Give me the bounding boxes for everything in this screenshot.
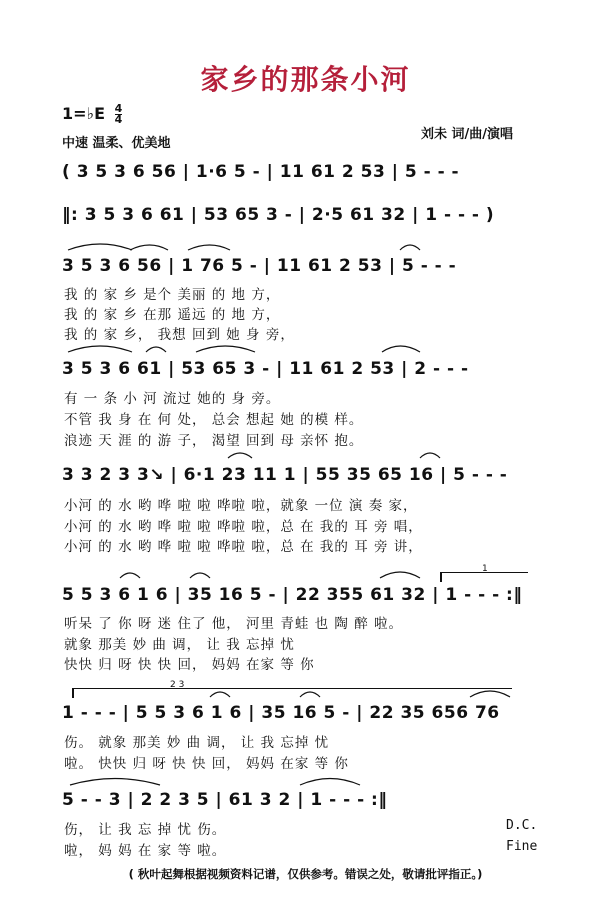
notation-row-5: 3 3 2 3 3↘ | 6·1 23 11 1 | 55 35 65 16 | 5 - - - <box>62 465 508 485</box>
notation-row-2: ‖: 3 5 3 6 61 | 53 65 3 - | 2·5 61 32 | 1 - - - ) <box>62 205 495 225</box>
notation-row-4: 3 5 3 6 61 | 53 65 3 - | 11 61 2 53 | 2 - - - <box>62 359 469 379</box>
lyric-row-4-verse-3: 浪迹 天 涯 的 游 子， 渴望 回到 母 亲怀 抱。 <box>64 433 364 449</box>
slur-arc <box>196 346 255 352</box>
dc-mark: D.C. <box>506 818 538 833</box>
slur-arc <box>382 346 420 352</box>
lyric-row-5-verse-2: 小河 的 水 哟 哗 啦 啦 哗啦 啦，总 在 我的 耳 旁 唱， <box>64 519 423 535</box>
notation-row-7: 1 - - - | 5 5 3 6 1 6 | 35 16 5 - | 22 35 656 76 <box>62 703 500 723</box>
lyric-row-4-verse-2: 不管 我 身 在 何 处， 总会 想起 她 的模 样。 <box>64 412 364 428</box>
lyric-row-6-verse-3: 快快 归 呀 快 快 回， 妈妈 在家 等 你 <box>64 657 315 673</box>
notation-row-6: 5 5 3 6 1 6 | 35 16 5 - | 22 355 61 32 | 1 - - - :‖ <box>62 585 523 605</box>
notation-row-1: ( 3 5 3 6 56 | 1·6 5 - | 11 61 2 53 | 5 - - - <box>62 162 460 182</box>
footer-note: ( 秋叶起舞根据视频资料记谱，仅供参考。错误之处，敬请批评指正。) <box>128 867 483 881</box>
lyric-row-7-verse-1: 伤。 就象 那美 妙 曲 调， 让 我 忘掉 忧 <box>64 735 330 751</box>
slur-arc <box>120 573 140 578</box>
lyric-row-5-verse-3: 小河 的 水 哟 哗 啦 啦 哗啦 啦，总 在 我的 耳 旁 讲， <box>64 539 423 555</box>
key-text: 1=♭E <box>62 104 106 123</box>
slur-arc <box>380 572 420 578</box>
slur-arc <box>300 779 360 786</box>
volta-label-2: 2 3 <box>170 680 185 690</box>
lyric-row-8-verse-2: 啦， 妈 妈 在 家 等 啦。 <box>64 843 227 859</box>
slur-arc <box>70 779 160 786</box>
author-credit: 刘未 词/曲/演唱 <box>421 127 514 142</box>
slur-arc <box>210 692 230 697</box>
lyric-row-3-verse-1: 我 的 家 乡 是个 美丽 的 地 方， <box>64 287 281 303</box>
lyric-row-7-verse-2: 啦。 快快 归 呀 快 快 回， 妈妈 在家 等 你 <box>64 756 349 772</box>
slur-arc <box>400 245 420 250</box>
lyric-row-4-verse-1: 有 一 条 小 河 流过 她的 身 旁。 <box>64 391 281 407</box>
slur-arc <box>188 245 230 250</box>
lyric-row-6-verse-2: 就象 那美 妙 曲 调， 让 我 忘掉 忧 <box>64 637 295 653</box>
lyric-row-5-verse-1: 小河 的 水 哟 哗 啦 啦 哗啦 啦，就象 一位 演 奏 家， <box>64 498 418 514</box>
slur-arc <box>190 573 210 578</box>
volta-label-1: 1 <box>482 564 488 574</box>
slur-arc <box>130 245 168 250</box>
slur-arc <box>68 244 132 250</box>
lyric-row-3-verse-2: 我 的 家 乡 在那 遥远 的 地 方， <box>64 307 281 323</box>
slur-arc <box>228 453 252 458</box>
slur-arc <box>300 692 320 697</box>
notation-row-8: 5 - - 3 | 2 2 3 5 | 61 3 2 | 1 - - - :‖ <box>62 790 388 810</box>
lyric-row-6-verse-1: 听呆 了 你 呀 迷 住了 他， 河里 青蛙 也 陶 醉 啦。 <box>64 616 403 632</box>
fine-mark: Fine <box>506 839 538 854</box>
slur-arc <box>420 453 440 458</box>
lyric-row-8-verse-1: 伤， 让 我 忘 掉 忧 伤。 <box>64 822 227 838</box>
song-title: 家乡的那条小河 <box>200 63 411 96</box>
time-bottom: 4 <box>114 113 123 126</box>
lyric-row-3-verse-3: 我 的 家 乡， 我想 回到 她 身 旁， <box>64 327 295 343</box>
slur-arc <box>68 346 132 352</box>
slur-arc <box>146 347 166 352</box>
tempo-marking: 中速 温柔、优美地 <box>62 136 171 151</box>
notation-row-3: 3 5 3 6 56 | 1 76 5 - | 11 61 2 53 | 5 - - - <box>62 256 457 276</box>
slur-arc <box>470 691 510 697</box>
time-top: 4 <box>114 102 123 115</box>
